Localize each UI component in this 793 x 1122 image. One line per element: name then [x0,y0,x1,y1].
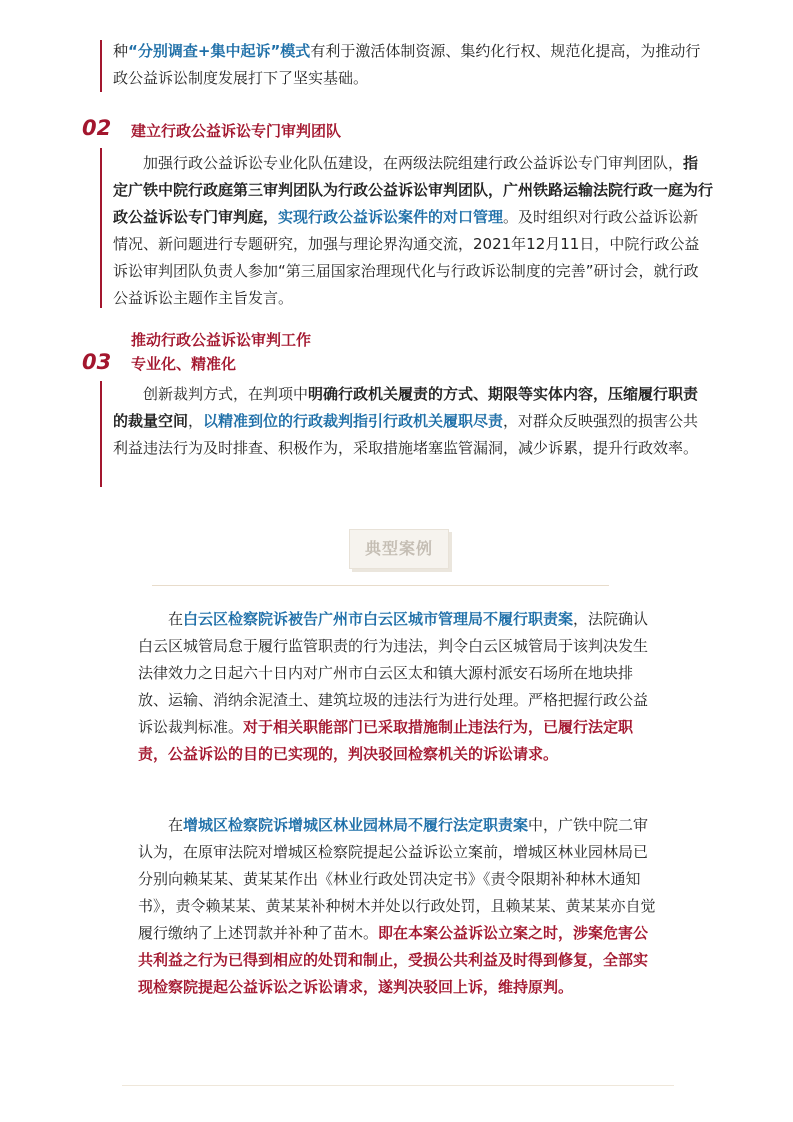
case1-paragraph [138,606,658,768]
intro-highlight: “分别调查+集中起诉”模式 [128,42,311,60]
cases-bottom-divider [122,1085,674,1086]
section2-title: 建立行政公益诉讼专门审判团队 [131,122,342,140]
section3-title-line1: 推动行政公益诉讼审判工作 [131,331,312,349]
section2-bold: 指定广铁中院行政庭第三审判团队为行政公益诉讼审判团队，广州铁路运输法院行政一庭为行政公益诉讼专门审判庭， [113,154,714,226]
case2-paragraph [138,812,658,1001]
case1-text-1: 在 [168,610,184,628]
section2-accent-bar [100,148,102,308]
section3-number: 03 [82,350,112,374]
case1-text-2: ，法院确认白云区城管局怠于履行监管职责的行为违法，判令白云区城管局于该判决发生法律效力之日起六十日内对广州市白云区太和镇大源村派安石场所在地块排放、运输、消纳余泥渣土、建筑垃圾的违法行为进行处理。严格把握行政公益诉讼裁判标准。 [138,610,649,736]
intro-paragraph [113,38,713,92]
section2-paragraph [113,150,713,312]
case1-title: 白云区检察院诉被告广州市白云区城市管理局不履行职责案 [183,610,574,628]
section3-text-2: ，对群众反映强烈的损害公共利益违法行为及时排查、积极作为，采取措施堵塞监管漏洞，减少诉累，提升行政效率。 [113,412,699,457]
section3-paragraph [113,381,713,462]
case2-text-1: 在 [168,816,184,834]
case2-text-2: 中，广铁中院二审认为，在原审法院对增城区检察院提起公益诉讼立案前，增城区林业园林局已分别向赖某某、黄某某作出《林业行政处罚决定书》《责令限期补种林木通知书》，责令赖某某、黄某某补种树木并处以行政处罚，且赖某某、黄某某亦自觉履行缴纳了上述罚款并补种了苗木。 [138,816,656,942]
intro-text-1: 种 [113,42,129,60]
section2-text-1: 加强行政公益诉讼专业化队伍建设，在两级法院组建行政公益诉讼专门审判团队， [143,154,684,172]
case1-conclusion: 对于相关职能部门已采取措施制止违法行为，已履行法定职责，公益诉讼的目的已实现的，判决驳回检察机关的诉讼请求。 [138,718,634,763]
section3-text-1: 创新裁判方式，在判项中 [143,385,309,403]
section3-comma: ， [188,412,204,430]
section3-bold: 明确行政机关履责的方式、期限等实体内容，压缩履行职责的裁量空间 [113,385,699,430]
cases-top-divider [152,585,609,586]
section3-highlight: 以精准到位的行政裁判指引行政机关履职尽责 [203,412,504,430]
case2-conclusion: 即在本案公益诉讼立案之时，涉案危害公共利益之行为已得到相应的处罚和制止，受损公共利益及时得到修复，全部实现检察院提起公益诉讼之诉讼请求，遂判决驳回上诉，维持原判。 [138,924,649,996]
section3-title-line2: 专业化、精准化 [131,355,237,373]
section3-accent-bar [100,381,102,487]
section2-text-2: 。及时组织对行政公益诉讼新情况、新问题进行专题研究，加强与理论界沟通交流，2021年12月11日，中院行政公益诉讼审判团队负责人参加“第三届国家治理现代化与行政诉讼制度的完善”研讨会，就行政公益诉讼主题作主旨发言。 [113,208,700,307]
typical-cases-badge: 典型案例 [349,529,449,569]
section2-number: 02 [82,116,112,140]
section2-highlight: 实现行政公益诉讼案件的对口管理 [278,208,504,226]
intro-text-2: 有利于激活体制资源、集约化行权、规范化提高，为推动行政公益诉讼制度发展打下了坚实基础。 [113,42,701,87]
intro-accent-bar [100,40,102,92]
case2-title: 增城区检察院诉增城区林业园林局不履行法定职责案 [183,816,529,834]
